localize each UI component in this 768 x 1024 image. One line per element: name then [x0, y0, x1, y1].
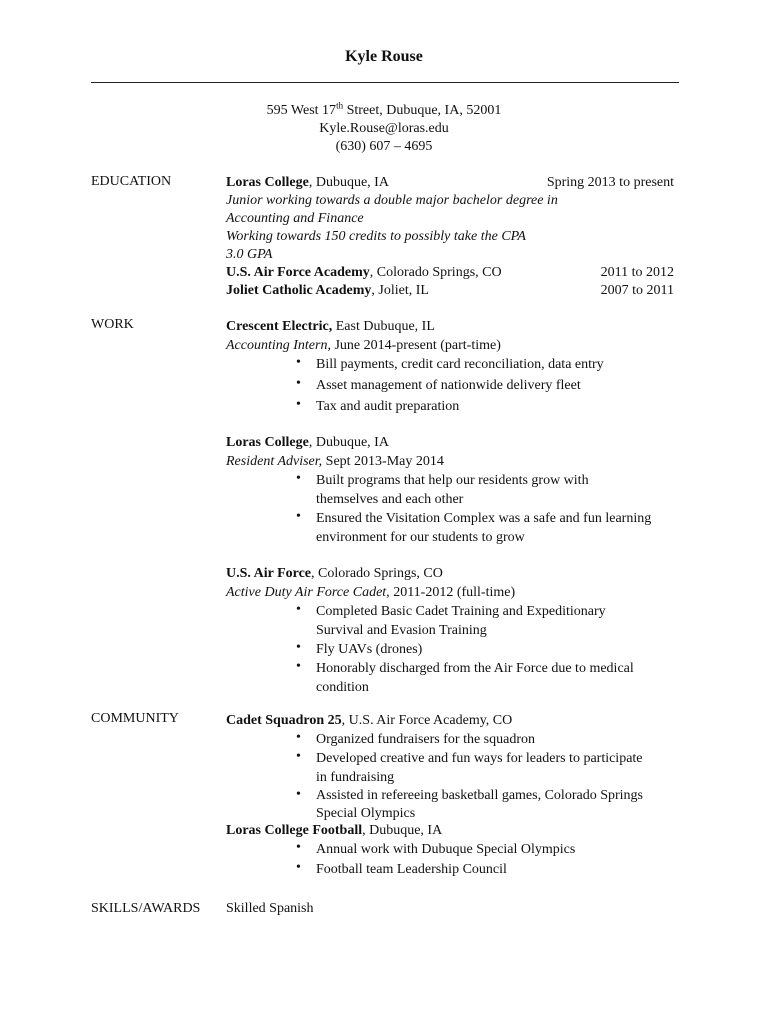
job-employer: Crescent Electric, East Dubuque, IL	[226, 319, 435, 334]
community-label: COMMUNITY	[91, 711, 179, 726]
education-date: 2007 to 2011	[600, 283, 674, 298]
phone-line: (630) 607 – 4695	[335, 139, 433, 154]
education-entry-usafa: U.S. Air Force Academy, Colorado Springs, CO 2011 to 2012	[226, 265, 674, 280]
list-item: • Tax and audit preparation	[226, 397, 686, 416]
list-item: • Developed creative and fun ways for leaders to participate in fundraising	[226, 749, 686, 787]
contact-block	[0, 102, 768, 156]
job-bullets	[226, 471, 686, 547]
email-line: Kyle.Rouse@loras.edu	[319, 121, 449, 136]
job-employer: U.S. Air Force, Colorado Springs, CO	[226, 566, 443, 581]
job-title: Accounting Intern, June 2014-present (part-time)	[226, 338, 501, 353]
job-employer: Loras College, Dubuque, IA	[226, 435, 389, 450]
job-bullets	[226, 602, 686, 697]
list-item: • Organized fundraisers for the squadron	[226, 730, 686, 749]
education-section: Loras College, Dubuque, IA Spring 2013 to present Junior working towards a double major bachelor degree in Accounting and Finance Working towards 150 credits to possibly take the CPA 3.0 GPA U.S. Air Force Academy, Colorado Springs, CO 2011 to 2012 Joliet Catholic Academy, Joliet, IL 2007 to 2011	[226, 174, 686, 300]
community-bullets	[226, 730, 686, 822]
list-item: • Bill payments, credit card reconciliation, data entry	[226, 355, 686, 374]
address-line: 595 West 17th Street, Dubuque, IA, 52001	[266, 100, 502, 118]
list-item: • Annual work with Dubuque Special Olympics	[226, 840, 686, 859]
education-date: 2011 to 2012	[600, 265, 674, 280]
gpa: 3.0 GPA	[226, 247, 273, 262]
header-divider	[91, 82, 679, 83]
education-label: EDUCATION	[91, 174, 172, 189]
list-item: • Asset management of nationwide delivery fleet	[226, 376, 686, 395]
work-section	[226, 317, 686, 697]
job-title: Active Duty Air Force Cadet, 2011-2012 (full-time)	[226, 585, 516, 600]
job-bullets	[226, 355, 686, 416]
skills-value: Skilled Spanish	[226, 901, 314, 916]
list-item: • Fly UAVs (drones)	[226, 640, 686, 659]
education-date: Spring 2013 to present	[546, 175, 674, 190]
education-entry-loras: Loras College, Dubuque, IA Spring 2013 to present	[226, 175, 674, 190]
resume-name: Kyle Rouse	[345, 48, 423, 65]
list-item: • Assisted in refereeing basketball games, Colorado Springs Special Olympics	[226, 787, 686, 822]
list-item: • Built programs that help our residents grow with themselves and each other	[226, 471, 686, 509]
list-item: • Completed Basic Cadet Training and Expeditionary Survival and Evasion Training	[226, 602, 686, 640]
list-item: • Honorably discharged from the Air Force due to medical condition	[226, 659, 686, 697]
community-bullets	[226, 840, 686, 879]
work-label: WORK	[91, 317, 134, 332]
community-org: Cadet Squadron 25, U.S. Air Force Academy, CO	[226, 713, 513, 728]
skills-label: SKILLS/AWARDS	[91, 901, 201, 916]
list-item: • Ensured the Visitation Complex was a safe and fun learning environment for our students to grow	[226, 509, 686, 547]
job-title: Resident Adviser, Sept 2013-May 2014	[226, 454, 444, 469]
community-org: Loras College Football, Dubuque, IA	[226, 823, 443, 838]
list-item: • Football team Leadership Council	[226, 860, 686, 879]
education-entry-joliet: Joliet Catholic Academy, Joliet, IL 2007 to 2011	[226, 283, 674, 298]
community-section	[226, 711, 686, 879]
